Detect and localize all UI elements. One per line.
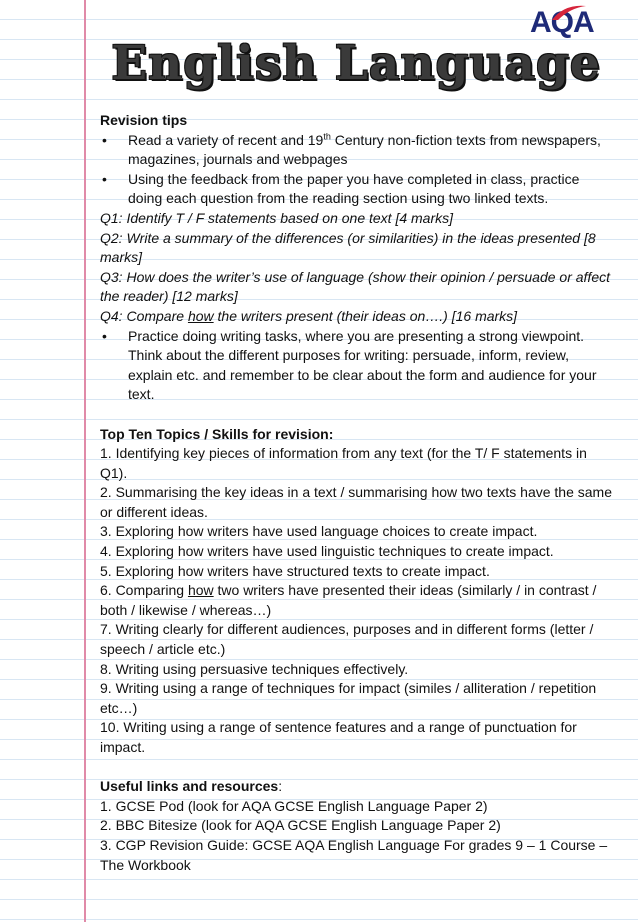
bullet-text: Practice doing writing tasks, where you are presenting a strong viewpoint. Think about the different purposes for writing: persuade, inform, review, explain etc. and remember to be clear about the form and audience for your text.	[128, 327, 597, 403]
bullet-text-part: Read a variety of recent and 19	[128, 131, 324, 148]
bullet-text	[128, 131, 616, 170]
topic-item	[100, 581, 616, 620]
revision-heading: Revision tips	[100, 112, 188, 128]
list-item	[100, 131, 616, 170]
bullet-text: Using the feedback from the paper you have completed in class, practice doing each question from the reading section using two linked texts.	[128, 170, 580, 207]
link-item: 2. BBC Bitesize (look for AQA GCSE English Language Paper 2)	[100, 817, 501, 834]
bullet-marker: •	[102, 131, 107, 148]
topic-item: 8. Writing using persuasive techniques effectively.	[100, 660, 409, 677]
superscript: th	[323, 130, 331, 141]
aqa-logo-text: AQA	[530, 6, 594, 39]
underlined-word: how	[187, 307, 214, 324]
links-heading-colon: :	[278, 778, 283, 795]
link-item: 3. CGP Revision Guide: GCSE AQA English Language For grades 9 – 1 Course – The Workbook	[100, 836, 608, 873]
question-q4	[100, 307, 616, 327]
logo-swoosh-icon	[550, 2, 590, 22]
document-body	[100, 111, 616, 875]
topic-text-part: two writers have presented their ideas (similarly / in contrast / both / likewise / whereas…)	[100, 582, 597, 618]
topic-item: 3. Exploring how writers have used language choices to create impact.	[100, 523, 538, 540]
topic-item: 5. Exploring how writers have structured texts to create impact.	[100, 562, 490, 579]
topics-heading: Top Ten Topics / Skills for revision:	[100, 425, 334, 442]
bullet-text-part: Century non-fiction texts from newspapers, magazines, journals and webpages	[128, 131, 601, 168]
question-text-part: the writers present (their ideas on….) [16 marks]	[213, 307, 518, 324]
list-item	[100, 327, 616, 405]
question-text-part: Q4: Compare	[100, 307, 188, 324]
question-q2: Q2: Write a summary of the differences (or similarities) in the ideas presented [8 marks]	[100, 229, 596, 266]
topic-item: 2. Summarising the key ideas in a text / summarising how two texts have the same or different ideas.	[100, 484, 613, 520]
bullet-marker: •	[102, 327, 107, 344]
topic-item: 9. Writing using a range of techniques for impact (similes / alliteration / repetition etc…)	[100, 680, 597, 716]
bullet-marker: •	[102, 170, 107, 187]
spacer	[100, 758, 616, 778]
topic-item: 1. Identifying key pieces of information from any text (for the T/ F statements in Q1).	[100, 445, 587, 481]
underlined-word: how	[187, 582, 214, 599]
link-item: 1. GCSE Pod (look for AQA GCSE English Language Paper 2)	[100, 797, 488, 814]
topic-item: 4. Exploring how writers have used linguistic techniques to create impact.	[100, 543, 554, 560]
links-heading-text: Useful links and resources	[100, 778, 279, 795]
links-heading	[100, 777, 616, 797]
question-q3: Q3: How does the writer’s use of language (show their opinion / persuade or affect the reader) [12 marks]	[100, 268, 610, 305]
spacer	[100, 405, 616, 425]
page-title: English Language	[111, 36, 601, 91]
list-item	[100, 170, 616, 209]
topic-text-part: 6. Comparing	[100, 582, 188, 599]
question-q1: Q1: Identify T / F statements based on one text [4 marks]	[100, 209, 454, 226]
topic-item: 7. Writing clearly for different audiences, purposes and in different forms (letter / speech / article etc.)	[100, 621, 594, 658]
topic-item: 10. Writing using a range of sentence features and a range of punctuation for impact.	[100, 719, 577, 755]
